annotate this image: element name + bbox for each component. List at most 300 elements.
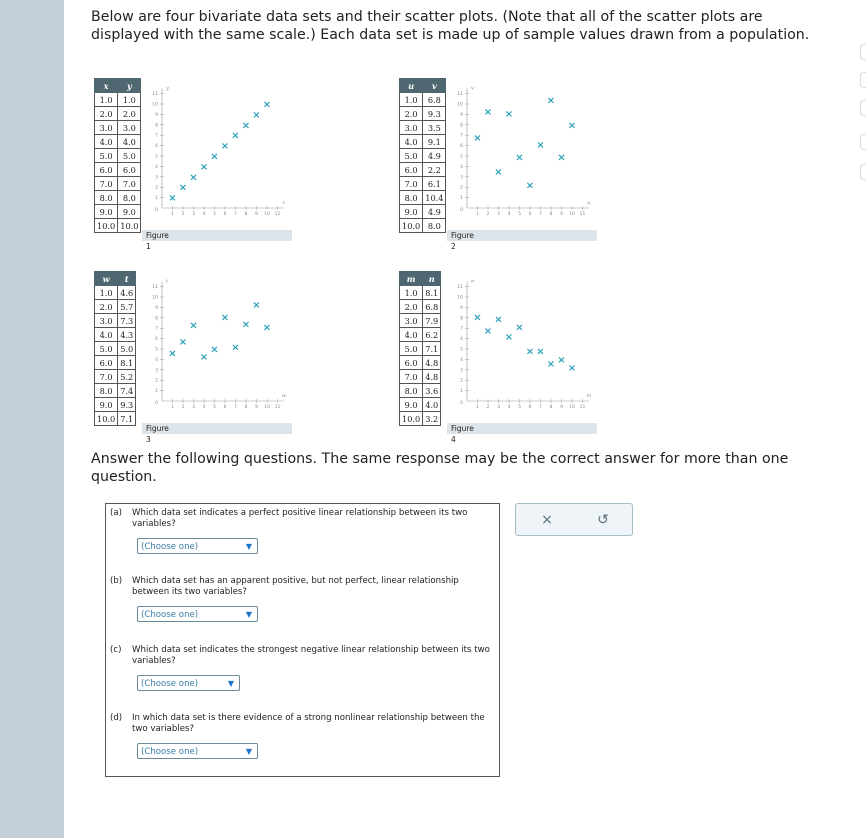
intro-text: Below are four bivariate data sets and their scatter plots. (Note that all of the scatter plots are displayed with the same scale.) Each data set is made up of sample values drawn from a population.: [91, 9, 810, 43]
table-row: [400, 135, 446, 149]
y-tick-label: 11: [457, 92, 463, 98]
y-tick-label: 3: [460, 368, 463, 374]
answer-d-select[interactable]: [137, 743, 258, 759]
x-tick-label: 1: [476, 212, 479, 217]
table-cell: 6.0: [95, 163, 118, 177]
question-label: (b): [110, 576, 123, 586]
column-header: w: [95, 272, 118, 286]
origin-label: 0: [155, 401, 158, 406]
y-tick-label: 7: [155, 326, 158, 332]
x-tick-label: 7: [234, 405, 237, 410]
table-cell: 8.0: [95, 191, 118, 205]
data-point: ×: [220, 141, 230, 153]
data-point: ×: [483, 325, 493, 337]
table-cell: 4.0: [400, 135, 423, 149]
table-cell: 3.0: [95, 314, 118, 328]
right-edge-tabs: [858, 0, 866, 838]
table-row: [95, 191, 141, 205]
y-tick-label: 9: [460, 112, 463, 118]
undo-icon: ↺: [597, 512, 609, 528]
scatter-plot: [447, 271, 597, 421]
table-cell: 6.8: [423, 93, 446, 107]
y-tick-label: 8: [460, 316, 463, 322]
question-label: (c): [110, 645, 122, 655]
table-row: [95, 328, 136, 342]
clear-button[interactable]: [532, 510, 562, 530]
y-tick-label: 6: [460, 144, 463, 150]
table-cell: 10.0: [400, 219, 423, 233]
table-row: [95, 300, 136, 314]
y-tick-label: 9: [155, 112, 158, 118]
scatter-plot: [447, 78, 597, 228]
undo-button[interactable]: [588, 510, 618, 530]
x-tick-label: 4: [202, 405, 206, 410]
data-point: ×: [168, 193, 177, 205]
table-cell: 9.1: [423, 135, 446, 149]
data-point: ×: [494, 167, 503, 179]
figure-caption: Figure 4: [451, 424, 474, 444]
x-axis-label: m: [586, 393, 592, 399]
y-tick-label: 4: [460, 357, 463, 363]
table-row: [95, 342, 136, 356]
data-point: ×: [557, 354, 566, 366]
table-cell: 5.2: [118, 370, 136, 384]
table-cell: 7.9: [423, 314, 441, 328]
table-cell: 1.0: [400, 286, 423, 300]
table-cell: 5.0: [118, 342, 136, 356]
data-point: ×: [231, 342, 240, 354]
table-row: [400, 370, 441, 384]
table-cell: 8.0: [118, 191, 141, 205]
x-tick-label: 5: [213, 405, 216, 410]
scatter-plot: [142, 271, 292, 421]
table-cell: 7.1: [423, 342, 441, 356]
y-tick-label: 10: [457, 295, 463, 301]
data-point: ×: [252, 299, 261, 311]
table-cell: 1.0: [95, 286, 118, 300]
table-cell: 7.0: [95, 177, 118, 191]
select-value: (Choose one): [141, 610, 199, 620]
table-row: [400, 93, 446, 107]
table-row: [95, 163, 141, 177]
data-point: ×: [546, 95, 556, 107]
table-cell: 7.0: [400, 370, 423, 384]
table-cell: 4.0: [400, 328, 423, 342]
table-cell: 8.0: [400, 384, 423, 398]
y-tick-label: 11: [152, 285, 158, 291]
x-tick-label: 9: [560, 212, 563, 217]
table-row: [400, 149, 446, 163]
column-header: u: [400, 79, 423, 93]
data-point: ×: [483, 106, 493, 118]
y-tick-label: 4: [155, 164, 158, 170]
table-cell: 7.0: [95, 370, 118, 384]
data-point: ×: [504, 108, 514, 120]
y-tick-label: 1: [155, 196, 158, 202]
table-cell: 7.0: [400, 177, 423, 191]
data-point: ×: [504, 332, 514, 344]
data-point: ×: [168, 348, 177, 360]
select-value: (Choose one): [141, 542, 199, 552]
y-tick-label: 1: [460, 196, 463, 202]
dropdown-arrow-icon: ▼: [245, 542, 252, 551]
data-table: [94, 78, 141, 233]
table-row: [400, 356, 441, 370]
table-cell: 1.0: [95, 93, 118, 107]
x-tick-label: 11: [579, 405, 586, 410]
table-cell: 2.0: [400, 107, 423, 121]
x-tick-label: 1: [171, 405, 174, 410]
x-tick-label: 9: [560, 405, 563, 410]
data-point: ×: [494, 314, 503, 326]
table-cell: 10.4: [423, 191, 446, 205]
x-tick-label: 5: [518, 212, 521, 217]
x-axis-label: w: [281, 393, 286, 399]
column-header: t: [118, 272, 136, 286]
question-label: (d): [110, 713, 123, 723]
y-tick-label: 3: [460, 175, 463, 181]
y-tick-label: 2: [460, 185, 463, 191]
y-axis-label: n: [471, 278, 475, 285]
x-tick-label: 5: [518, 405, 521, 410]
x-tick-label: 3: [192, 405, 195, 410]
x-tick-label: 11: [274, 405, 281, 410]
y-axis-label: t: [166, 278, 169, 285]
table-cell: 9.0: [400, 205, 423, 219]
table-row: [95, 149, 141, 163]
table-row: [400, 300, 441, 314]
table-cell: 5.0: [400, 149, 423, 163]
data-point: ×: [567, 363, 577, 375]
table-row: [400, 412, 441, 426]
table-row: [95, 205, 141, 219]
table-row: [95, 370, 136, 384]
table-cell: 6.2: [423, 328, 441, 342]
y-tick-label: 10: [457, 102, 463, 108]
table-cell: 6.0: [400, 163, 423, 177]
question-label: (a): [110, 508, 122, 518]
y-tick-label: 10: [152, 295, 158, 301]
table-cell: 9.3: [118, 398, 136, 412]
answer-b-select[interactable]: [137, 606, 258, 622]
table-row: [400, 163, 446, 177]
data-point: ×: [199, 161, 209, 173]
table-row: [400, 398, 441, 412]
table-cell: 10.0: [95, 219, 118, 233]
table-cell: 8.1: [118, 356, 136, 370]
table-cell: 2.0: [400, 300, 423, 314]
x-tick-label: 2: [486, 212, 490, 217]
table-cell: 6.0: [95, 356, 118, 370]
y-tick-label: 3: [155, 175, 158, 181]
x-tick-label: 6: [528, 212, 532, 217]
table-cell: 8.0: [423, 219, 446, 233]
table-cell: 3.5: [423, 121, 446, 135]
x-tick-label: 8: [244, 405, 248, 410]
table-cell: 10.0: [400, 412, 423, 426]
y-tick-label: 11: [457, 285, 463, 291]
table-cell: 2.0: [95, 300, 118, 314]
table-cell: 4.6: [118, 286, 136, 300]
table-cell: 4.0: [118, 135, 141, 149]
data-point: ×: [178, 337, 188, 349]
table-cell: 9.0: [400, 398, 423, 412]
table-row: [400, 177, 446, 191]
x-tick-label: 10: [264, 212, 270, 217]
x-tick-label: 7: [539, 405, 542, 410]
y-tick-label: 1: [460, 389, 463, 395]
y-tick-label: 4: [155, 357, 158, 363]
figure-caption: Figure 1: [146, 231, 169, 251]
table-cell: 7.0: [118, 177, 141, 191]
x-tick-label: 2: [486, 405, 490, 410]
table-row: [95, 107, 141, 121]
data-point: ×: [210, 151, 219, 163]
table-cell: 6.8: [423, 300, 441, 314]
y-tick-label: 8: [460, 123, 463, 129]
table-cell: 4.8: [423, 356, 441, 370]
table-cell: 7.4: [118, 384, 136, 398]
table-cell: 5.0: [118, 149, 141, 163]
x-tick-label: 2: [181, 212, 185, 217]
x-tick-label: 10: [264, 405, 270, 410]
table-cell: 8.0: [400, 191, 423, 205]
y-tick-label: 6: [155, 144, 158, 150]
data-point: ×: [241, 319, 251, 331]
y-tick-label: 2: [155, 378, 158, 384]
data-point: ×: [525, 346, 535, 358]
select-value: (Choose one): [141, 747, 199, 757]
y-tick-label: 9: [460, 305, 463, 311]
y-tick-label: 11: [152, 92, 158, 98]
data-point: ×: [189, 320, 198, 332]
column-header: m: [400, 272, 423, 286]
table-cell: 7.1: [118, 412, 136, 426]
left-sidebar: [0, 0, 64, 838]
data-point: ×: [546, 359, 556, 371]
select-value: (Choose one): [141, 679, 199, 689]
table-row: [400, 328, 441, 342]
x-tick-label: 2: [181, 405, 185, 410]
table-cell: 3.0: [95, 121, 118, 135]
table-cell: 4.0: [95, 135, 118, 149]
table-row: [400, 219, 446, 233]
table-cell: 2.2: [423, 163, 446, 177]
y-tick-label: 5: [155, 347, 158, 353]
table-cell: 3.2: [423, 412, 441, 426]
column-header: v: [423, 79, 446, 93]
origin-label: 0: [460, 208, 463, 213]
table-row: [95, 121, 141, 135]
x-tick-label: 3: [497, 405, 500, 410]
table-row: [400, 205, 446, 219]
figure-caption: Figure 3: [146, 424, 169, 444]
table-cell: 1.0: [400, 93, 423, 107]
x-tick-label: 6: [223, 212, 227, 217]
figure-caption: Figure 2: [451, 231, 474, 251]
table-cell: 8.1: [423, 286, 441, 300]
y-tick-label: 7: [460, 326, 463, 332]
table-cell: 4.9: [423, 149, 446, 163]
answer-instructions: Answer the following questions. The same response may be the correct answer for more than one question.: [91, 451, 789, 485]
table-cell: 4.0: [423, 398, 441, 412]
table-cell: 9.0: [95, 205, 118, 219]
y-axis-label: y: [166, 85, 169, 92]
table-cell: 9.3: [423, 107, 446, 121]
data-table: [399, 78, 446, 233]
table-cell: 5.0: [95, 149, 118, 163]
data-point: ×: [473, 312, 482, 324]
table-cell: 5.0: [95, 342, 118, 356]
data-point: ×: [536, 140, 545, 152]
x-tick-label: 9: [255, 405, 258, 410]
x-tick-label: 11: [579, 212, 586, 217]
data-point: ×: [199, 351, 209, 363]
y-tick-label: 6: [155, 337, 158, 343]
questions-box: [105, 503, 500, 777]
x-tick-label: 4: [202, 212, 206, 217]
y-tick-label: 4: [460, 164, 463, 170]
table-cell: 1.0: [118, 93, 141, 107]
origin-label: 0: [460, 401, 463, 406]
x-tick-label: 10: [569, 405, 575, 410]
y-tick-label: 7: [460, 133, 463, 139]
x-tick-label: 5: [213, 212, 216, 217]
y-tick-label: 7: [155, 133, 158, 139]
table-cell: 10.0: [118, 219, 141, 233]
x-tick-label: 6: [528, 405, 532, 410]
column-header: x: [95, 79, 118, 93]
table-row: [400, 191, 446, 205]
table-row: [95, 384, 136, 398]
x-tick-label: 8: [549, 405, 553, 410]
table-cell: 3.0: [118, 121, 141, 135]
data-point: ×: [252, 109, 261, 121]
y-tick-label: 2: [155, 185, 158, 191]
table-cell: 9.0: [118, 205, 141, 219]
table-cell: 3.0: [400, 314, 423, 328]
table-row: [95, 135, 141, 149]
data-point: ×: [557, 152, 566, 164]
table-row: [400, 314, 441, 328]
table-cell: 3.0: [400, 121, 423, 135]
table-cell: 5.0: [400, 342, 423, 356]
table-cell: 6.0: [400, 356, 423, 370]
x-axis-label: u: [587, 200, 591, 206]
table-cell: 9.0: [95, 398, 118, 412]
y-tick-label: 5: [460, 154, 463, 160]
data-point: ×: [210, 344, 219, 356]
table-row: [95, 93, 141, 107]
x-tick-label: 4: [507, 212, 511, 217]
dropdown-arrow-icon: ▼: [227, 679, 234, 688]
x-tick-label: 1: [171, 212, 174, 217]
table-row: [95, 356, 136, 370]
data-point: ×: [262, 322, 272, 334]
x-tick-label: 9: [255, 212, 258, 217]
y-tick-label: 6: [460, 337, 463, 343]
question-text: Which data set has an apparent positive, but not perfect, linear relationship between its two variables?: [132, 576, 459, 597]
y-tick-label: 5: [460, 347, 463, 353]
table-cell: 4.0: [95, 328, 118, 342]
data-table: [94, 271, 136, 426]
y-tick-label: 1: [155, 389, 158, 395]
x-tick-label: 4: [507, 405, 511, 410]
data-point: ×: [231, 130, 240, 142]
close-icon: ×: [541, 512, 553, 528]
x-axis-label: x: [282, 200, 286, 206]
answer-a-select[interactable]: [137, 538, 258, 554]
data-point: ×: [262, 99, 272, 111]
data-point: ×: [473, 132, 482, 144]
table-row: [400, 384, 441, 398]
x-tick-label: 10: [569, 212, 575, 217]
dropdown-arrow-icon: ▼: [245, 747, 252, 756]
y-tick-label: 8: [155, 316, 158, 322]
table-row: [400, 342, 441, 356]
y-tick-label: 2: [460, 378, 463, 384]
data-point: ×: [536, 346, 545, 358]
x-tick-label: 8: [549, 212, 553, 217]
action-buttons-panel: [515, 503, 633, 536]
table-row: [400, 286, 441, 300]
table-cell: 4.8: [423, 370, 441, 384]
table-cell: 2.0: [118, 107, 141, 121]
table-cell: 4.9: [423, 205, 446, 219]
x-tick-label: 3: [497, 212, 500, 217]
x-tick-label: 8: [244, 212, 248, 217]
column-header: y: [118, 79, 141, 93]
x-tick-label: 7: [234, 212, 237, 217]
column-header: n: [423, 272, 441, 286]
table-row: [95, 219, 141, 233]
data-point: ×: [178, 182, 188, 194]
x-tick-label: 11: [274, 212, 281, 217]
y-tick-label: 5: [155, 154, 158, 160]
data-point: ×: [189, 172, 198, 184]
table-cell: 7.3: [118, 314, 136, 328]
answer-c-select[interactable]: [137, 675, 240, 691]
data-point: ×: [515, 152, 524, 164]
x-tick-label: 7: [539, 212, 542, 217]
question-text: Which data set indicates a perfect positive linear relationship between its two variables?: [132, 508, 468, 529]
y-tick-label: 8: [155, 123, 158, 129]
question-text: Which data set indicates the strongest negative linear relationship between its two variables?: [132, 645, 490, 666]
data-point: ×: [567, 120, 577, 132]
table-cell: 2.0: [95, 107, 118, 121]
x-tick-label: 1: [476, 405, 479, 410]
table-cell: 3.6: [423, 384, 441, 398]
table-cell: 4.3: [118, 328, 136, 342]
table-row: [95, 286, 136, 300]
y-axis-label: v: [471, 85, 474, 92]
table-row: [95, 412, 136, 426]
x-tick-label: 6: [223, 405, 227, 410]
data-point: ×: [525, 180, 535, 192]
data-table: [399, 271, 441, 426]
x-tick-label: 3: [192, 212, 195, 217]
dropdown-arrow-icon: ▼: [245, 610, 252, 619]
y-tick-label: 10: [152, 102, 158, 108]
data-point: ×: [515, 322, 524, 334]
y-tick-label: 3: [155, 368, 158, 374]
table-row: [95, 398, 136, 412]
y-tick-label: 9: [155, 305, 158, 311]
scatter-plot: [142, 78, 292, 228]
origin-label: 0: [155, 208, 158, 213]
table-cell: 6.0: [118, 163, 141, 177]
table-row: [400, 121, 446, 135]
